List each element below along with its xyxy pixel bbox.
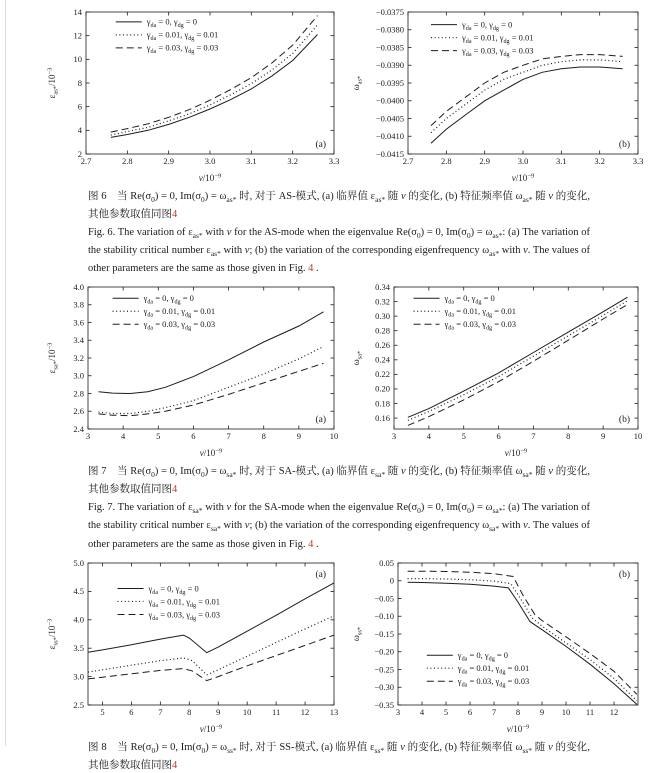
- corner-label: (a): [315, 569, 326, 580]
- legend-label: $\gamma_{da} = 0.01$, $\gamma_{dg} = 0.01$: [146, 29, 219, 43]
- svg-text:0.34: 0.34: [375, 282, 390, 293]
- svg-text:3.3: 3.3: [328, 156, 340, 166]
- caption-segment: 的变化, 其他参数取值同图: [88, 191, 591, 221]
- svg-text:3.2: 3.2: [73, 353, 84, 364]
- corner-label: (b): [618, 140, 630, 150]
- caption-segment: ) = ω: [470, 227, 493, 239]
- svg-text:0.26: 0.26: [375, 340, 390, 351]
- caption-segment: 0: [417, 506, 421, 516]
- legend-label: $\gamma_{da} = 0$, $\gamma_{dg} = 0$: [148, 582, 199, 596]
- svg-text:6: 6: [129, 706, 134, 717]
- caption-segment: ) = 0, Im(σ: [154, 466, 201, 478]
- svg-text:−0.30: −0.30: [374, 681, 394, 692]
- caption-segment: ; (b) the variation of the corresponding eigenfrequency ω: [249, 520, 490, 532]
- svg-text:2.7: 2.7: [80, 156, 92, 166]
- corner-label: (a): [315, 415, 326, 426]
- caption-segment: sa*: [492, 506, 503, 516]
- caption-segment: 0: [467, 506, 471, 516]
- caption-segment: with: [499, 245, 524, 257]
- legend-label: $\gamma_{da} = 0.03$, $\gamma_{dg} = 0.03$: [444, 319, 517, 332]
- caption-segment: as*: [210, 249, 221, 259]
- y-axis-label: $\varepsilon_{sa*}/10^{-3}$: [46, 342, 60, 374]
- tick-labels: [73, 557, 338, 716]
- series-dotted: [88, 615, 334, 674]
- corner-label: (a): [315, 140, 326, 150]
- series-solid: [431, 67, 623, 143]
- svg-text:4: 4: [419, 706, 425, 717]
- legend: [113, 293, 216, 332]
- series-dotted: [431, 60, 623, 133]
- svg-text:0.24: 0.24: [375, 354, 390, 365]
- svg-text:2.5: 2.5: [73, 699, 84, 710]
- svg-text:3.2: 3.2: [287, 156, 298, 166]
- caption-segment: as*: [375, 195, 386, 205]
- caption-segment: v: [226, 227, 232, 239]
- caption-segment: ) = 0, Im(σ: [420, 227, 467, 239]
- caption-segment: ) = 0, Im(σ: [154, 191, 201, 202]
- svg-text:3.3: 3.3: [632, 156, 644, 166]
- svg-text:8: 8: [261, 431, 266, 442]
- caption-segment: v: [548, 466, 554, 478]
- svg-text:6: 6: [467, 706, 473, 717]
- caption-segment: .: [313, 263, 319, 275]
- caption-segment: with: [202, 502, 227, 514]
- caption-segment: Fig. 7. The variation of ε: [88, 502, 193, 514]
- caption-segment: 的变化, (b) 特征频率值 ω: [405, 191, 523, 202]
- svg-text:−0.25: −0.25: [374, 663, 394, 674]
- svg-text:9: 9: [216, 706, 221, 717]
- svg-text:3: 3: [395, 706, 401, 717]
- caption-segment: 图 8 当 Re(σ: [88, 741, 152, 753]
- caption-segment: for the AS-mode when the eigenvalue Re(σ: [231, 227, 417, 239]
- legend-label: $\gamma_{da} = 0$, $\gamma_{dg} = 0$: [444, 293, 495, 306]
- figure-row-6: [44, 6, 672, 186]
- legend-label: $\gamma_{da} = 0$, $\gamma_{dg} = 0$: [143, 293, 194, 306]
- svg-text:12: 12: [300, 706, 310, 717]
- svg-text:−0.0415: −0.0415: [375, 148, 404, 159]
- svg-text:4: 4: [426, 431, 431, 442]
- svg-text:3.0: 3.0: [73, 370, 84, 381]
- fig6-caption-en: [88, 225, 590, 276]
- legend: [116, 17, 219, 56]
- caption-segment: 0: [201, 470, 205, 480]
- x-axis-label: $v/10^{-9}$: [199, 447, 223, 459]
- svg-text:−0.15: −0.15: [374, 628, 394, 639]
- svg-text:10: 10: [329, 431, 339, 442]
- legend-label: $\gamma_{da} = 0.03$, $\gamma_{dg} = 0.03$: [457, 675, 530, 689]
- caption-segment: ) = 0, Im(σ: [155, 741, 202, 753]
- svg-text:3.1: 3.1: [556, 156, 567, 166]
- svg-text:3.2: 3.2: [594, 156, 605, 166]
- svg-text:7: 7: [531, 431, 536, 442]
- caption-segment: 时, 对于 SS-模式, (a) 临界值 ε: [236, 741, 375, 753]
- x-axis-label: $v/10^{-9}$: [511, 172, 535, 183]
- figure-ref-link[interactable]: 4: [172, 759, 178, 771]
- fig7a-plot: [44, 281, 342, 461]
- svg-text:4.0: 4.0: [73, 282, 84, 293]
- caption-segment: 的变化, (b) 特征频率值 ω: [405, 466, 523, 478]
- svg-text:4: 4: [77, 125, 82, 136]
- caption-segment: v: [548, 191, 554, 202]
- caption-segment: : (a) The variation of the stability critical number ε: [88, 502, 590, 532]
- x-axis-label: $v/10^{-9}$: [198, 172, 222, 183]
- caption-segment: 图 7 当 Re(σ: [88, 466, 152, 478]
- x-axis-label: $v/10^{-9}$: [199, 723, 223, 734]
- caption-segment: 0: [201, 195, 205, 205]
- caption-segment: 随: [385, 191, 401, 202]
- svg-text:3: 3: [391, 431, 397, 442]
- fig6b-plot: [348, 6, 646, 186]
- figure-ref-link[interactable]: 4: [308, 538, 314, 550]
- tick-labels: [374, 557, 618, 716]
- caption-segment: ) = 0, Im(σ: [420, 502, 468, 514]
- legend: [414, 293, 517, 332]
- caption-segment: as*: [192, 231, 203, 241]
- caption-segment: 0: [201, 745, 206, 755]
- svg-text:6: 6: [77, 101, 82, 112]
- svg-text:−0.20: −0.20: [374, 646, 394, 657]
- legend-label: $\gamma_{da} = 0.01$, $\gamma_{dg} = 0.01$: [148, 595, 221, 609]
- caption-segment: with: [202, 227, 227, 239]
- caption-segment: v: [548, 741, 553, 753]
- svg-text:10: 10: [561, 706, 571, 717]
- svg-text:4: 4: [121, 431, 126, 442]
- svg-text:2.8: 2.8: [122, 156, 133, 166]
- fig7-caption-en: [88, 500, 590, 551]
- svg-text:2.4: 2.4: [73, 424, 84, 435]
- caption-segment: v: [523, 520, 528, 532]
- series-solid: [408, 297, 628, 417]
- svg-text:−0.35: −0.35: [374, 699, 394, 710]
- caption-segment: sa*: [375, 470, 386, 480]
- svg-text:7: 7: [226, 431, 231, 442]
- svg-text:2.8: 2.8: [73, 388, 84, 399]
- svg-text:9: 9: [539, 706, 545, 717]
- caption-segment: 的变化, (b) 特征频率值 ω: [404, 741, 523, 753]
- caption-segment: .: [313, 538, 319, 550]
- svg-text:2: 2: [77, 148, 82, 159]
- legend-label: $\gamma_{da} = 0$, $\gamma_{dg} = 0$: [146, 16, 198, 30]
- caption-segment: 的变化, 其他参数取值同图: [88, 741, 590, 771]
- figure-row-8: [44, 557, 672, 737]
- legend-label: $\gamma_{da} = 0.03$, $\gamma_{dg} = 0.03$: [462, 45, 534, 58]
- caption-segment: . The values of other parameters are the same as those given in Fig.: [88, 520, 591, 550]
- svg-text:−0.0400: −0.0400: [375, 95, 404, 106]
- caption-segment: 0: [466, 231, 471, 241]
- caption-segment: 0: [151, 470, 155, 480]
- svg-text:3.1: 3.1: [246, 156, 257, 166]
- legend: [427, 650, 530, 689]
- svg-text:0.16: 0.16: [375, 413, 390, 424]
- y-axis-label: $\varepsilon_{as*}/10^{-3}$: [46, 67, 60, 99]
- figure-ref-link[interactable]: 4: [308, 263, 314, 275]
- svg-text:−0.05: −0.05: [374, 592, 394, 603]
- svg-text:3.0: 3.0: [73, 670, 84, 681]
- caption-segment: ) = ω: [204, 466, 227, 478]
- svg-text:12: 12: [609, 706, 619, 717]
- svg-text:3: 3: [85, 431, 91, 442]
- series-lines: [431, 55, 623, 144]
- fig6a-plot: [44, 6, 342, 186]
- svg-text:0.20: 0.20: [375, 384, 390, 395]
- svg-text:2.9: 2.9: [479, 156, 490, 166]
- caption-segment: 图 6 当 Re(σ: [88, 191, 152, 202]
- svg-text:7: 7: [491, 706, 497, 717]
- fig7-caption-zh: [88, 464, 590, 497]
- svg-text:8: 8: [77, 77, 82, 88]
- svg-text:8: 8: [187, 706, 192, 717]
- caption-segment: ss*: [227, 745, 237, 755]
- caption-segment: ) = ω: [205, 741, 228, 753]
- caption-segment: sa*: [522, 470, 533, 480]
- svg-text:10: 10: [633, 431, 643, 442]
- svg-text:−0.0410: −0.0410: [375, 131, 404, 142]
- svg-text:0: 0: [389, 575, 394, 586]
- svg-text:10: 10: [242, 706, 252, 717]
- caption-segment: 随: [384, 741, 401, 753]
- svg-text:−0.0380: −0.0380: [375, 24, 404, 35]
- legend-label: $\gamma_{da} = 0.01$, $\gamma_{dg} = 0.01$: [143, 306, 216, 319]
- svg-text:−0.0405: −0.0405: [375, 113, 404, 124]
- fig6-caption-zh: [88, 189, 590, 222]
- caption-segment: sa*: [489, 524, 500, 534]
- svg-text:−0.10: −0.10: [374, 610, 394, 621]
- caption-segment: : (a) The variation of the stability critical number ε: [88, 227, 590, 257]
- svg-text:6: 6: [496, 431, 501, 442]
- series-dashed: [99, 364, 324, 416]
- svg-text:8: 8: [566, 431, 571, 442]
- svg-text:6: 6: [191, 431, 196, 442]
- svg-text:0.22: 0.22: [375, 369, 390, 380]
- corner-label: (b): [618, 415, 630, 426]
- caption-segment: v: [400, 741, 405, 753]
- series-dashed: [88, 635, 334, 681]
- svg-text:−0.0375: −0.0375: [375, 6, 404, 17]
- caption-segment: for the SA-mode when the eigenvalue Re(σ: [231, 502, 418, 514]
- series-dashed: [431, 55, 623, 126]
- fig8-caption-zh: [88, 740, 590, 773]
- x-axis-label: $v/10^{-9}$: [506, 723, 530, 734]
- svg-text:10: 10: [73, 54, 82, 65]
- svg-text:2.9: 2.9: [163, 156, 174, 166]
- svg-text:4.0: 4.0: [73, 614, 84, 625]
- svg-text:5.0: 5.0: [73, 557, 84, 568]
- legend-label: $\gamma_{da} = 0.03$, $\gamma_{dg} = 0.03$: [146, 42, 219, 56]
- series-dotted: [99, 347, 324, 414]
- caption-segment: . The values of other parameters are the same as those given in Fig.: [88, 245, 591, 275]
- svg-text:13: 13: [329, 706, 339, 717]
- caption-segment: sa*: [192, 506, 203, 516]
- figure-ref-link[interactable]: 4: [172, 209, 178, 221]
- x-axis-label: $v/10^{-9}$: [504, 447, 528, 459]
- svg-text:3.0: 3.0: [517, 156, 529, 166]
- svg-text:3.6: 3.6: [73, 317, 84, 328]
- svg-text:0.28: 0.28: [375, 325, 390, 336]
- caption-segment: v: [244, 245, 250, 257]
- caption-segment: 随: [532, 741, 549, 753]
- svg-text:2.6: 2.6: [73, 406, 84, 417]
- caption-segment: 随: [532, 466, 549, 478]
- svg-text:5: 5: [443, 706, 449, 717]
- svg-text:3.4: 3.4: [73, 335, 84, 346]
- svg-text:4.5: 4.5: [73, 585, 84, 596]
- caption-segment: ) = ω: [470, 502, 493, 514]
- caption-segment: Fig. 6. The variation of ε: [88, 227, 193, 239]
- svg-text:3.8: 3.8: [73, 299, 84, 310]
- svg-text:14: 14: [73, 6, 82, 17]
- legend-label: $\gamma_{da} = 0.01$, $\gamma_{dg} = 0.01$: [457, 662, 530, 676]
- svg-text:0.30: 0.30: [375, 311, 390, 322]
- svg-text:11: 11: [585, 706, 595, 717]
- caption-segment: v: [226, 502, 232, 514]
- caption-segment: as*: [226, 195, 237, 205]
- caption-segment: sa*: [210, 524, 221, 534]
- svg-text:−0.0385: −0.0385: [375, 42, 404, 53]
- legend-label: $\gamma_{da} = 0.01$, $\gamma_{dg} = 0.01$: [444, 306, 517, 319]
- svg-text:8: 8: [515, 706, 521, 717]
- caption-segment: v: [244, 520, 250, 532]
- svg-text:−0.0395: −0.0395: [375, 77, 404, 88]
- legend-label: $\gamma_{da} = 0$, $\gamma_{dg} = 0$: [462, 19, 513, 32]
- caption-segment: v: [401, 466, 406, 478]
- legend-label: $\gamma_{da} = 0$, $\gamma_{dg} = 0$: [457, 649, 509, 663]
- caption-segment: 时, 对于 AS-模式, (a) 临界值 ε: [236, 191, 376, 202]
- svg-text:3.0: 3.0: [204, 156, 216, 166]
- figure-ref-link[interactable]: 4: [172, 484, 178, 496]
- series-dotted: [111, 25, 318, 135]
- caption-segment: 0: [151, 745, 156, 755]
- caption-segment: 0: [151, 195, 155, 205]
- caption-segment: ; (b) the variation of the corresponding eigenfrequency ω: [249, 245, 490, 257]
- caption-segment: 的变化, 其他参数取值同图: [88, 466, 591, 496]
- caption-segment: ) = ω: [204, 191, 227, 202]
- svg-text:2.7: 2.7: [402, 156, 414, 166]
- caption-segment: with: [499, 520, 524, 532]
- caption-segment: as*: [522, 195, 533, 205]
- caption-segment: v: [523, 245, 528, 257]
- corner-label: (b): [618, 569, 630, 580]
- caption-segment: 随: [532, 191, 549, 202]
- caption-segment: v: [401, 191, 406, 202]
- fig8a-plot: [44, 557, 342, 737]
- figure-row-7: [44, 281, 672, 461]
- caption-segment: sa*: [226, 470, 237, 480]
- svg-text:5: 5: [461, 431, 466, 442]
- y-axis-label: $\varepsilon_{ss*}/10^{-3}$: [46, 618, 60, 649]
- y-axis-label: $\omega_{ss*}$: [351, 626, 364, 641]
- svg-text:−0.0390: −0.0390: [375, 60, 404, 71]
- svg-text:11: 11: [272, 706, 281, 717]
- legend: [118, 583, 221, 622]
- caption-segment: ss*: [522, 745, 533, 755]
- legend-label: $\gamma_{da} = 0.03$, $\gamma_{dg} = 0.03$: [143, 319, 216, 332]
- y-axis-label: $\omega_{sa*}$: [351, 351, 364, 366]
- svg-text:0.05: 0.05: [379, 557, 394, 568]
- svg-text:5: 5: [100, 706, 105, 717]
- series-lines: [408, 297, 628, 425]
- caption-segment: with: [220, 245, 245, 257]
- svg-text:2.8: 2.8: [441, 156, 452, 166]
- legend-label: $\gamma_{da} = 0.01$, $\gamma_{dg} = 0.01$: [462, 32, 534, 45]
- caption-segment: as*: [489, 249, 500, 259]
- y-axis-label: $\omega_{as*}$: [351, 75, 364, 91]
- legend-label: $\gamma_{da} = 0.03$, $\gamma_{dg} = 0.03$: [148, 608, 221, 622]
- svg-text:0.18: 0.18: [375, 398, 390, 409]
- svg-text:9: 9: [601, 431, 606, 442]
- caption-segment: as*: [492, 231, 503, 241]
- caption-segment: with: [220, 520, 245, 532]
- svg-text:0.32: 0.32: [375, 296, 390, 307]
- caption-segment: ss*: [374, 745, 385, 755]
- svg-text:3.5: 3.5: [73, 642, 84, 653]
- axes: [88, 563, 334, 705]
- svg-text:9: 9: [296, 431, 301, 442]
- caption-segment: 随: [385, 466, 401, 478]
- svg-text:12: 12: [73, 30, 82, 41]
- svg-text:7: 7: [158, 706, 163, 717]
- fig8b-plot: [348, 557, 646, 737]
- caption-segment: 0: [416, 231, 421, 241]
- svg-text:5: 5: [156, 431, 161, 442]
- caption-segment: 时, 对于 SA-模式, (a) 临界值 ε: [236, 466, 376, 478]
- legend: [431, 19, 534, 58]
- fig7b-plot: [348, 281, 646, 461]
